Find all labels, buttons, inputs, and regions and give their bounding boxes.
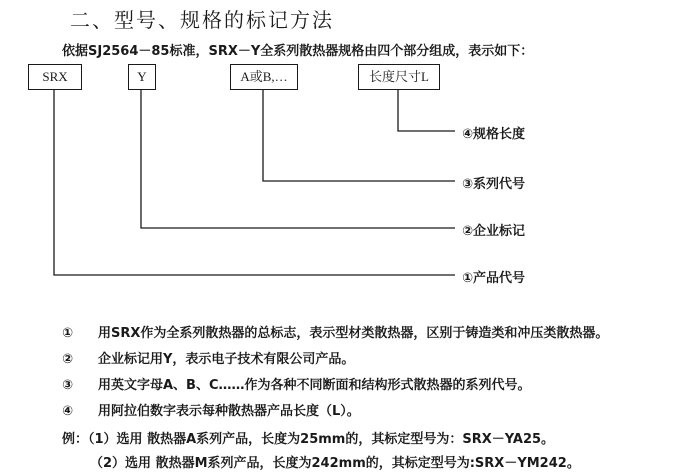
note-number: ④	[62, 404, 74, 419]
connector-line-product-code	[54, 89, 455, 275]
example-label: 例：	[62, 432, 89, 447]
note-item-3	[62, 374, 531, 393]
note-text: 用SRX作为全系列散热器的总标志，表示型材类散热器，区别于铸造类和冲压类散热器。	[98, 326, 609, 341]
note-number: ②	[62, 352, 74, 367]
label-spec-length: ④规格长度	[462, 127, 526, 142]
example-text: （1）选用 散热器A系列产品，长度为25mm的，其标定型号为：SRX－YA25。	[88, 432, 555, 447]
intro-text: 依据SJ2564－85标准，SRX－Y全系列散热器规格由四个部分组成，表示如下：	[62, 44, 534, 59]
connector-line-company-mark	[141, 89, 455, 228]
note-text: 企业标记用Y，表示电子技术有限公司产品。	[98, 352, 355, 367]
note-item-1	[62, 322, 608, 341]
example-1	[62, 428, 554, 447]
label-series-code: ③系列代号	[462, 177, 526, 192]
note-item-2	[62, 348, 354, 367]
code-box-srx: SRX	[28, 64, 82, 90]
section-title: 二、型号、规格的标记方法	[70, 8, 334, 32]
connector-line-spec-length	[398, 89, 455, 131]
connector-line-series-code	[263, 89, 455, 181]
code-box-length: 长度尺寸L	[358, 64, 440, 90]
note-text: 用英文字母A、B、C……作为各种不同断面和结构形式散热器的系列代号。	[98, 378, 531, 393]
label-company-mark: ②企业标记	[462, 224, 526, 239]
note-item-4	[62, 400, 360, 419]
example-text: （2）选用 散热器M系列产品，长度为242mm的，其标定型号为:SRX－YM242。	[90, 456, 580, 471]
example-2	[90, 452, 580, 471]
note-number: ①	[62, 326, 74, 341]
label-product-code: ①产品代号	[462, 271, 526, 286]
code-box-series: A或B,…	[230, 64, 298, 90]
code-box-y: Y	[128, 64, 156, 90]
note-number: ③	[62, 378, 74, 393]
note-text: 用阿拉伯数字表示每种散热器产品长度（L）。	[98, 404, 360, 419]
